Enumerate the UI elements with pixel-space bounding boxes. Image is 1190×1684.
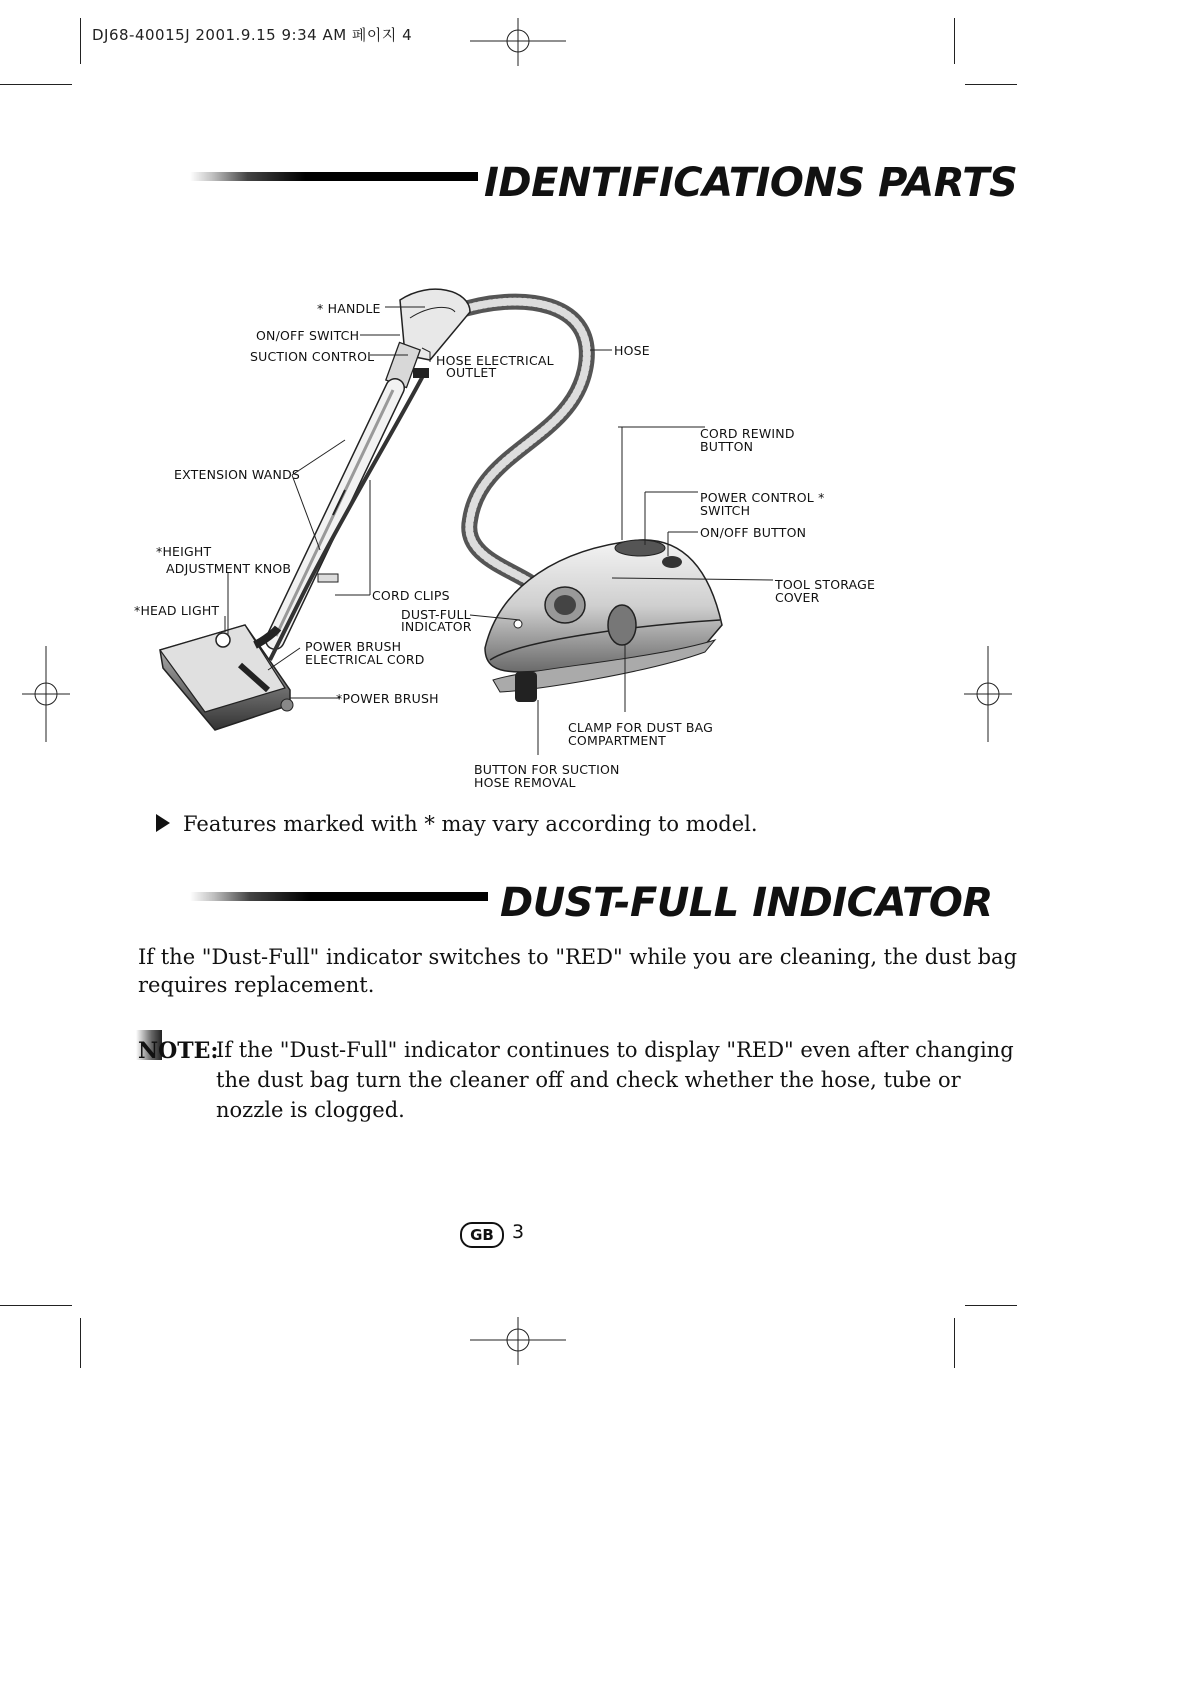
- label-extension-wands: EXTENSION WANDS: [174, 467, 301, 482]
- label-onoff-switch: ON/OFF SWITCH: [256, 328, 360, 343]
- label-onoff-button: ON/OFF BUTTON: [700, 525, 807, 540]
- label-tool-storage-cover-2: COVER: [775, 590, 820, 605]
- label-cord-rewind-button: CORD REWIND: [700, 426, 795, 441]
- label-hose-electrical-outlet-2: OUTLET: [446, 365, 497, 380]
- dust-full-body-line2: requires replacement.: [138, 973, 375, 997]
- label-dust-full-indicator-2: INDICATOR: [401, 619, 472, 634]
- label-clamp-dust-bag-2: COMPARTMENT: [568, 733, 666, 748]
- section-title-identification: IDENTIFICATIONS PARTS: [484, 160, 1018, 206]
- label-hose-electrical-outlet: HOSE ELECTRICAL: [436, 353, 554, 368]
- label-tool-storage-cover: TOOL STORAGE: [775, 577, 876, 592]
- arrow-bullet-icon: [156, 814, 170, 832]
- dust-full-body-line1: If the "Dust-Full" indicator switches to "RED" while you are cleaning, the dust bag: [138, 945, 1018, 969]
- note-label: NOTE:: [138, 1038, 219, 1064]
- region-code-badge: [460, 1222, 504, 1248]
- features-footnote: Features marked with * may vary according to model.: [183, 812, 758, 836]
- label-cord-rewind-button-2: BUTTON: [700, 439, 754, 454]
- note-line3: nozzle is clogged.: [216, 1098, 405, 1122]
- label-height-adjustment-knob-2: ADJUSTMENT KNOB: [166, 561, 292, 576]
- label-height-adjustment-knob: *HEIGHT: [156, 544, 212, 559]
- label-head-light: *HEAD LIGHT: [134, 603, 220, 618]
- label-hose: HOSE: [614, 343, 650, 358]
- label-power-control-switch: POWER CONTROL *: [700, 490, 825, 505]
- section-title-dust-full: DUST-FULL INDICATOR: [500, 880, 993, 926]
- label-cord-clips: CORD CLIPS: [372, 588, 450, 603]
- note-line2: the dust bag turn the cleaner off and check whether the hose, tube or: [216, 1068, 961, 1092]
- note-line1: If the "Dust-Full" indicator continues to display "RED" even after changing: [216, 1038, 1014, 1062]
- title-bar: [190, 892, 488, 901]
- label-clamp-dust-bag: CLAMP FOR DUST BAG: [568, 720, 714, 735]
- label-power-brush-electrical-cord: POWER BRUSH: [305, 639, 402, 654]
- label-power-brush: *POWER BRUSH: [336, 691, 439, 706]
- print-slug: DJ68-40015J 2001.9.15 9:34 AM 페이지 4: [92, 26, 413, 44]
- region-code: GB: [470, 1226, 494, 1244]
- label-dust-full-indicator: DUST-FULL: [401, 607, 471, 622]
- label-handle: * HANDLE: [317, 301, 381, 316]
- label-power-brush-electrical-cord-2: ELECTRICAL CORD: [305, 652, 425, 667]
- page-number: 3: [512, 1221, 525, 1243]
- label-suction-hose-removal-button-2: HOSE REMOVAL: [474, 775, 576, 790]
- label-suction-control: SUCTION CONTROL: [250, 349, 375, 364]
- label-power-control-switch-2: SWITCH: [700, 503, 751, 518]
- label-suction-hose-removal-button: BUTTON FOR SUCTION: [474, 762, 620, 777]
